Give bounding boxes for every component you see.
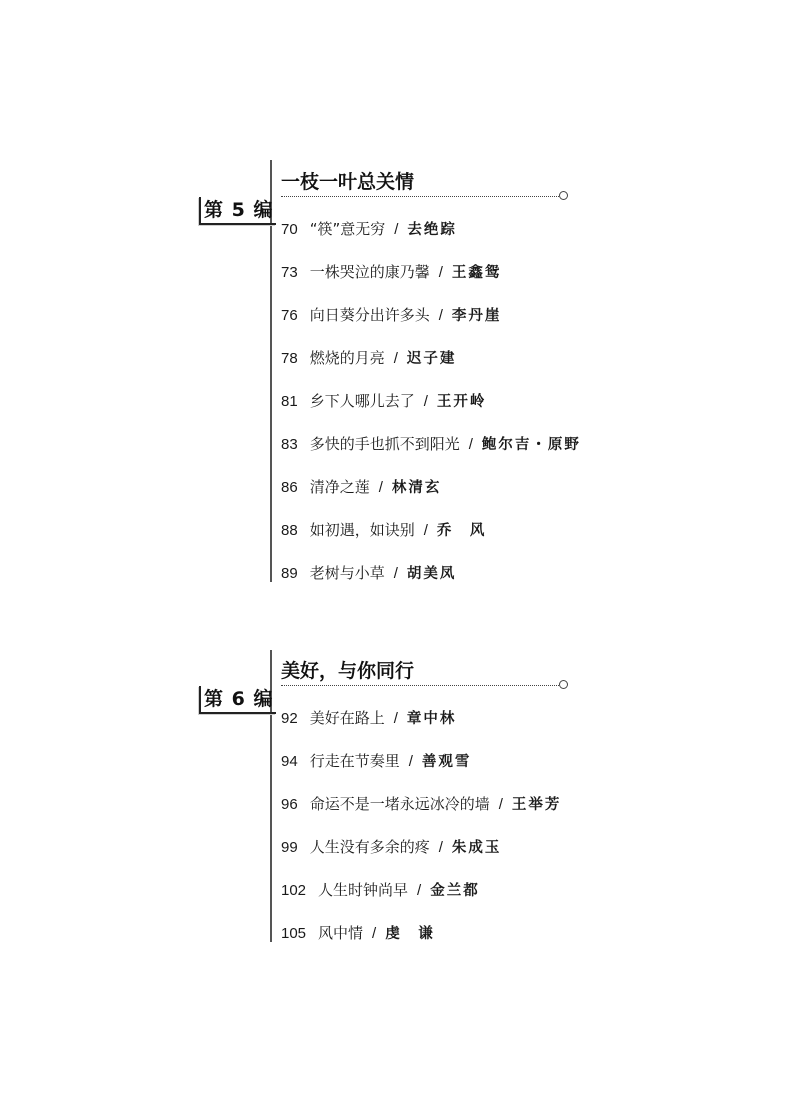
entry-separator: / (378, 479, 383, 496)
entry-title: 一株哭泣的康乃馨 (309, 263, 430, 281)
entry-title: 美好在路上 (309, 709, 385, 727)
entry-separator: / (408, 753, 413, 770)
entry-page: 70 (281, 221, 298, 238)
entry-separator: / (438, 264, 443, 281)
entry-separator: / (438, 839, 443, 856)
entry-author: 去绝踪 (407, 221, 457, 238)
entry-page: 86 (281, 479, 298, 496)
entry-separator: / (417, 882, 422, 899)
entry-page: 92 (281, 710, 298, 727)
section-title: 一枝一叶总关情 (281, 171, 415, 193)
entry-page: 89 (281, 565, 298, 582)
entry-author: 王开岭 (436, 393, 487, 410)
entry-author: 胡美凤 (406, 565, 457, 582)
entry-separator: / (393, 565, 398, 582)
entry-separator: / (394, 221, 399, 238)
entry-author: 朱成玉 (451, 839, 502, 856)
entry-author: 林清玄 (391, 479, 442, 496)
toc-entry[interactable] (281, 432, 581, 456)
entry-author: 李丹崖 (451, 307, 502, 324)
entry-page: 73 (281, 264, 298, 281)
entry-title: “筷”意无穷 (309, 220, 386, 238)
entry-author: 鲍尔吉・原野 (481, 436, 581, 453)
entry-separator: / (423, 522, 428, 539)
entry-title: 风中情 (318, 924, 364, 942)
toc-entry[interactable] (281, 561, 456, 585)
toc-entry[interactable] (281, 835, 501, 859)
entry-separator: / (393, 350, 398, 367)
entry-page: 81 (281, 393, 298, 410)
toc-entry[interactable] (281, 749, 471, 773)
entry-page: 94 (281, 753, 298, 770)
entry-title: 乡下人哪儿去了 (309, 392, 415, 410)
entry-title: 如初遇，如诀别 (309, 521, 415, 539)
entry-title: 向日葵分出许多头 (309, 306, 430, 324)
entry-separator: / (438, 307, 443, 324)
entry-page: 99 (281, 839, 298, 856)
entry-title: 燃烧的月亮 (309, 349, 385, 367)
entry-author: 王举芳 (511, 796, 562, 813)
entry-title: 人生时钟尚早 (318, 881, 409, 899)
toc-entry[interactable] (281, 878, 480, 902)
toc-entry[interactable] (281, 475, 441, 499)
entry-page: 83 (281, 436, 298, 453)
entry-title: 老树与小草 (309, 564, 385, 582)
entry-author: 虔 谦 (385, 925, 435, 942)
entry-author: 王鑫鸳 (451, 264, 502, 281)
entry-page: 102 (281, 882, 307, 899)
entry-separator: / (393, 710, 398, 727)
entry-page: 78 (281, 350, 298, 367)
part-label: 第 5 编 (199, 197, 276, 225)
rule-end-circle-icon (559, 680, 568, 689)
entry-title: 人生没有多余的疼 (309, 838, 430, 856)
entry-title: 多快的手也抓不到阳光 (309, 435, 460, 453)
toc-entry[interactable] (281, 303, 501, 327)
toc-entry[interactable] (281, 346, 456, 370)
entry-title: 命运不是一堵永远冰冷的墙 (309, 795, 490, 813)
entry-page: 76 (281, 307, 298, 324)
entry-separator: / (372, 925, 377, 942)
entry-author: 善观雪 (421, 753, 472, 770)
entry-author: 乔 风 (436, 522, 487, 539)
toc-entry[interactable] (281, 921, 435, 945)
toc-entry[interactable] (281, 706, 456, 730)
part-label: 第 6 编 (199, 686, 276, 714)
entry-page: 88 (281, 522, 298, 539)
entry-page: 105 (281, 925, 307, 942)
title-dotted-rule (281, 685, 559, 686)
title-dotted-rule (281, 196, 559, 197)
toc-entry[interactable] (281, 792, 561, 816)
entry-author: 章中林 (406, 710, 457, 727)
entry-separator: / (468, 436, 473, 453)
entry-title: 行走在节奏里 (309, 752, 400, 770)
section-title: 美好，与你同行 (281, 660, 415, 682)
entry-author: 迟子建 (406, 350, 457, 367)
entry-author: 金兰都 (430, 882, 480, 899)
toc-entry[interactable] (281, 389, 486, 413)
entry-separator: / (423, 393, 428, 410)
entry-separator: / (498, 796, 503, 813)
toc-entry[interactable] (281, 518, 486, 542)
entry-page: 96 (281, 796, 298, 813)
toc-entry[interactable] (281, 217, 457, 241)
toc-entry[interactable] (281, 260, 501, 284)
rule-end-circle-icon (559, 191, 568, 200)
entry-title: 清净之莲 (309, 478, 370, 496)
